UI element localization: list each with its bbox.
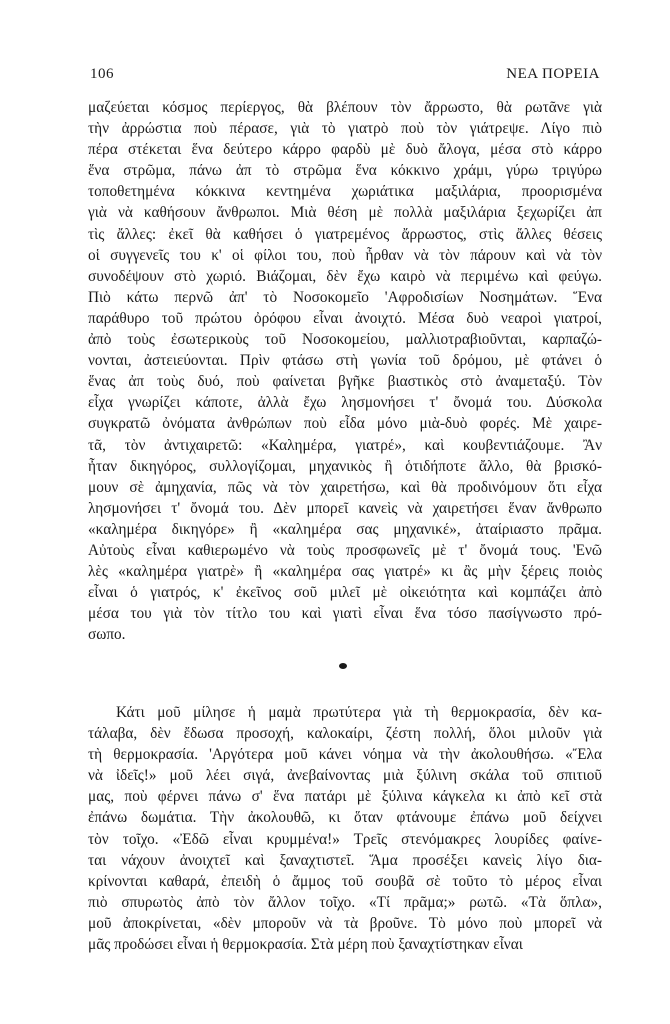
text-line: λησμονήσει τ' ὄνομά του. Δὲν μπορεῖ κανεὶς νὰ χαιρετήσει ἕναν ἄνθρωπο [88, 499, 602, 517]
text-line: νὰ ἰδεῖς!» μοῦ λέει σιγά, ἀνεβαίνοντας μιὰ ξύλινη σκάλα τοῦ σπιτιοῦ [88, 767, 602, 785]
section-separator [339, 663, 347, 669]
text-line: «καλημέρα δικηγόρε» ἢ «καλημέρα σας μηχανικέ», ἀταίριαστο πρᾶμα. [88, 520, 602, 538]
text-line: γιὰ νὰ καθήσουν ἄνθρωποι. Μιὰ θέση μὲ πολλὰ μαξιλάρια ξεχωρίζει ἀπ [88, 204, 602, 222]
text-line: σωπο. [88, 626, 126, 644]
text-line: τάλαβα, δὲν ἔδωσα προσοχή, καλοκαίρι, ζέστη πολλή, ὅλοι μιλοῦν γιὰ [88, 725, 602, 743]
page-header [90, 64, 600, 84]
text-line: ἕνα στρῶμα, πάνω ἀπ τὸ στρῶμα ἕνα κόκκινο χράμι, γύρω τριγύρω [88, 162, 602, 180]
text-line: νονται, ἀστειεύονται. Πρὶν φτάσω στὴ γωνία τοῦ δρόμου, μὲ φτάνει ὁ [88, 352, 602, 370]
text-line: μαζεύεται κόσμος περίεργος, θὰ βλέπουν τὸν ἄρρωστο, θὰ ρωτᾶνε γιὰ [88, 99, 602, 116]
text-line: ἐπάνω δωμάτια. Τὴν ἀκολουθῶ, κι ὅταν φτάνουμε ἐπάνω μοῦ δείχνει [88, 809, 602, 827]
text-line: μᾶς προδώσει εἶναι ἡ θερμοκρασία. Στὰ μέρη ποὺ ξαναχτίστηκαν εἶναι [88, 936, 523, 954]
page-number: 106 [90, 65, 114, 82]
text-line: ἀπὸ τοὺς ἐσωτερικοὺς τοῦ Νοσοκομείου, μαλλιοτραβιοῦνται, καρπαζώ- [88, 331, 602, 349]
text-line: τοποθετημένα κόκκινα κεντημένα χωριάτικα μαξιλάρια, προορισμένα [88, 183, 602, 201]
text-section-2 [88, 702, 602, 955]
text-line: λὲς «καλημέρα γιατρὲ» ἢ «καλημέρα σας γιατρέ» κι ἂς μὴν ξέρεις ποιὸς [88, 563, 602, 581]
text-line: ται νάχουν ἀνοιχτεῖ καὶ ξαναχτιστεῖ. Ἅμα προσέξει κανεὶς λίγο δια- [88, 851, 602, 869]
text-line: πιὸ σπυρωτὸς ἀπὸ τὸν ἄλλον τοῖχο. «Τί πρᾶμα;» ρωτῶ. «Τὰ ὅπλα», [88, 893, 602, 911]
text-section-1 [88, 97, 602, 645]
text-line: ἕνας ἀπ τοὺς δυό, ποὺ φαίνεται βγῆκε βιαστικὸς στὸ ἀναμεταξύ. Τὸν [88, 373, 602, 391]
text-line: εἶχα γνωρίζει κάποτε, ἀλλὰ ἔχω λησμονήσει τ' ὄνομά του. Δύσκολα [88, 394, 602, 412]
text-line: μουν σὲ ἀμηχανία, πῶς νὰ τὸν χαιρετήσω, καὶ θὰ προδινόμουν ὅτι εἶχα [88, 478, 602, 496]
text-line: πέρα στέκεται ἕνα δεύτερο κάρρο φαρδὺ μὲ δυὸ ἄλογα, μέσα στὸ κάρρο [88, 141, 602, 159]
text-line: τὴν ἀρρώστια ποὺ πέρασε, γιὰ τὸ γιατρὸ ποὺ τὸν γιάτρεψε. Λίγο πιὸ [88, 120, 602, 138]
text-line: τὴ θερμοκρασία. 'Αργότερα μοῦ κάνει νόημα νὰ τὴν ἀκολουθήσω. «Ἔλα [88, 746, 602, 764]
text-line: Αὐτοὺς εἶναι καθιερωμένο νὰ τοὺς προσφωνεῖς μὲ τ' ὄνομά τους. 'Ενῶ [88, 541, 602, 559]
text-line: ἦταν δικηγόρος, συλλογίζομαι, μηχανικὸς ἢ ὁτιδήποτε ἄλλο, θὰ βρισκό- [88, 457, 602, 475]
text-line: Πιὸ κάτω περνῶ ἀπ' τὸ Νοσοκομεῖο 'Αφροδισίων Νοσημάτων. Ἕνα [88, 288, 602, 306]
text-line: μας, ποὺ φέρνει πάνω σ' ἕνα πατάρι μὲ ξύλινα κάγκελα κι ἀπὸ κεῖ στὰ [88, 788, 602, 806]
text-line: τᾶ, τὸν ἀντιχαιρετῶ: «Καλημέρα, γιατρέ», καὶ κουβεντιάζουμε. Ἂν [88, 436, 602, 454]
text-line: οἱ συγγενεῖς του κ' οἱ φίλοι του, ποὺ ἦρθαν νὰ τὸν πάρουν καὶ νὰ τὸν [88, 246, 602, 264]
text-line: συνοδέψουν στὸ χωριό. Βιάζομαι, δὲν ἔχω καιρὸ νὰ περιμένω καὶ φεύγω. [88, 267, 602, 285]
running-title: ΝΕΑ ΠΟΡΕΙΑ [506, 65, 600, 82]
text-line: μοῦ ἀποκρίνεται, «δὲν μποροῦν νὰ τὰ βροῦνε. Τὸ μόνο ποὺ μπορεῖ νὰ [88, 914, 602, 932]
text-line: εἶναι ὁ γιατρός, κ' ἐκεῖνος σοῦ μιλεῖ μὲ οἰκειότητα καὶ κομπάζει ἀπὸ [88, 584, 602, 602]
text-line: τὶς ἄλλες: ἐκεῖ θὰ καθήσει ὁ γιατρεμένος ἄρρωστος, στὶς ἄλλες θέσεις [88, 225, 602, 243]
text-line: συγκρατῶ ὀνόματα ἀνθρώπων ποὺ εἶδα μόνο μιὰ-δυὸ φορές. Μὲ χαιρε- [88, 415, 602, 433]
text-line: μέσα του γιὰ τὸν τίτλο του καὶ γιατὶ εἶναι ἕνα τόσο πασίγνωστο πρό- [88, 605, 602, 623]
text-line: κρίνονται καθαρά, ἐπειδὴ ὁ ἄμμος τοῦ σουβᾶ σὲ τοῦτο τὸ μέρος εἶναι [88, 872, 602, 890]
text-line: τὸν τοῖχο. «Ἐδῶ εἶναι κρυμμένα!» Τρεῖς στενόμακρες λουρίδες φαίνε- [88, 830, 602, 848]
text-line: παράθυρο τοῦ πρώτου ὀρόφου εἶναι ἀνοιχτό. Μέσα δυὸ νεαροὶ γιατροί, [88, 309, 602, 327]
text-line: Κάτι μοῦ μίλησε ἡ μαμὰ πρωτύτερα γιὰ τὴ θερμοκρασία, δὲν κα- [116, 704, 602, 721]
